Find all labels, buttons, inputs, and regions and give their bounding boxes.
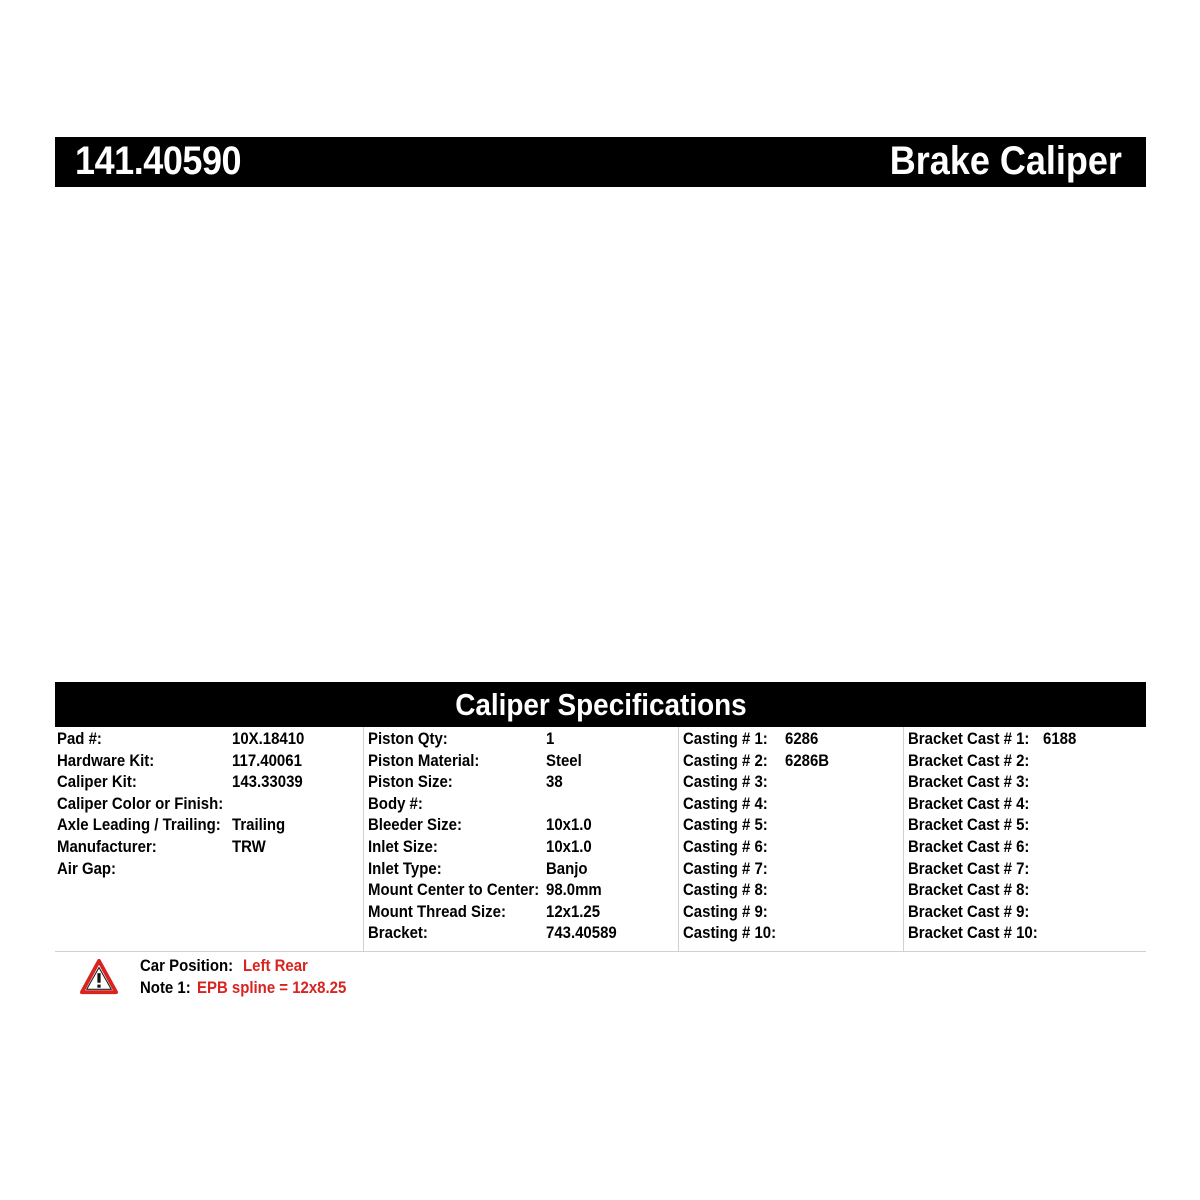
spec-value: 143.33039 (232, 772, 303, 792)
spec-label: Bracket: (368, 923, 428, 943)
part-number: 141.40590 (75, 139, 242, 183)
spec-value: 10X.18410 (232, 729, 305, 748)
spec-label: Casting # 9: (683, 901, 768, 921)
spec-label: Bracket Cast # 10: (908, 923, 1038, 943)
spec-label: Bracket Cast # 4: (908, 793, 1030, 813)
spec-label: Bracket Cast # 3: (908, 772, 1030, 792)
notes-section (80, 956, 680, 1006)
spec-label: Casting # 10: (683, 923, 777, 943)
spec-label: Casting # 7: (683, 858, 768, 878)
spec-label: Bracket Cast # 5: (908, 815, 1030, 835)
spec-label: Bracket Cast # 7: (908, 858, 1030, 878)
note-value: Left Rear (243, 956, 308, 975)
spec-label: Casting # 1: (683, 729, 768, 748)
spec-label: Casting # 6: (683, 837, 768, 856)
spec-label: Casting # 8: (683, 880, 768, 900)
spec-value: Banjo (546, 858, 588, 878)
spec-value: 12x1.25 (546, 901, 601, 921)
spec-label: Pad #: (57, 729, 102, 748)
spec-value: 6188 (1043, 729, 1077, 748)
note-value: EPB spline = 12x8.25 (197, 978, 347, 997)
spec-label: Bleeder Size: (368, 815, 462, 835)
spec-label: Bracket Cast # 2: (908, 750, 1030, 770)
spec-label: Casting # 2: (683, 750, 768, 770)
spec-label: Piston Size: (368, 772, 453, 792)
spec-value: Trailing (232, 815, 286, 835)
spec-label: Mount Thread Size: (368, 901, 506, 921)
spec-column-casting (678, 727, 903, 951)
spec-value: 38 (546, 772, 563, 792)
note-1 (140, 978, 347, 998)
spec-label: Piston Qty: (368, 729, 448, 748)
specifications-header (55, 682, 1146, 727)
spec-value: 10x1.0 (546, 837, 592, 856)
spec-value: 743.40589 (546, 923, 617, 943)
spec-value: 98.0mm (546, 880, 602, 900)
spec-label: Bracket Cast # 6: (908, 837, 1030, 856)
spec-value: TRW (232, 837, 266, 856)
spec-label: Mount Center to Center: (368, 880, 540, 900)
note-car-position (140, 956, 308, 976)
product-header (55, 137, 1146, 187)
note-label: Car Position: (140, 956, 234, 975)
spec-value: 117.40061 (232, 750, 302, 770)
spec-column-general (57, 727, 362, 951)
warning-triangle-icon (80, 958, 118, 996)
specifications-table (55, 727, 1146, 952)
spec-value: Steel (546, 750, 582, 770)
specifications-title: Caliper Specifications (454, 687, 747, 722)
spec-label: Inlet Type: (368, 858, 442, 878)
spec-label: Axle Leading / Trailing: (57, 815, 221, 835)
spec-label: Bracket Cast # 9: (908, 901, 1030, 921)
spec-value: 6286B (785, 750, 830, 770)
spec-label: Caliper Kit: (57, 772, 137, 792)
note-label: Note 1: (140, 978, 191, 997)
spec-label: Manufacturer: (57, 837, 157, 856)
spec-label: Air Gap: (57, 858, 117, 878)
spec-column-piston (363, 727, 678, 951)
spec-value: 1 (546, 729, 555, 748)
spec-label: Piston Material: (368, 750, 480, 770)
spec-label: Caliper Color or Finish: (57, 793, 224, 813)
spec-label: Casting # 3: (683, 772, 768, 792)
spec-label: Inlet Size: (368, 837, 438, 856)
spec-value: 6286 (785, 729, 819, 748)
product-type: Brake Caliper (889, 139, 1122, 183)
spec-label: Bracket Cast # 1: (908, 729, 1030, 748)
spec-value: 10x1.0 (546, 815, 592, 835)
spec-label: Casting # 4: (683, 793, 768, 813)
spec-column-bracket-cast (903, 727, 1147, 951)
spec-label: Hardware Kit: (57, 750, 155, 770)
spec-label: Casting # 5: (683, 815, 768, 835)
spec-label: Body #: (368, 793, 423, 813)
spec-label: Bracket Cast # 8: (908, 880, 1030, 900)
